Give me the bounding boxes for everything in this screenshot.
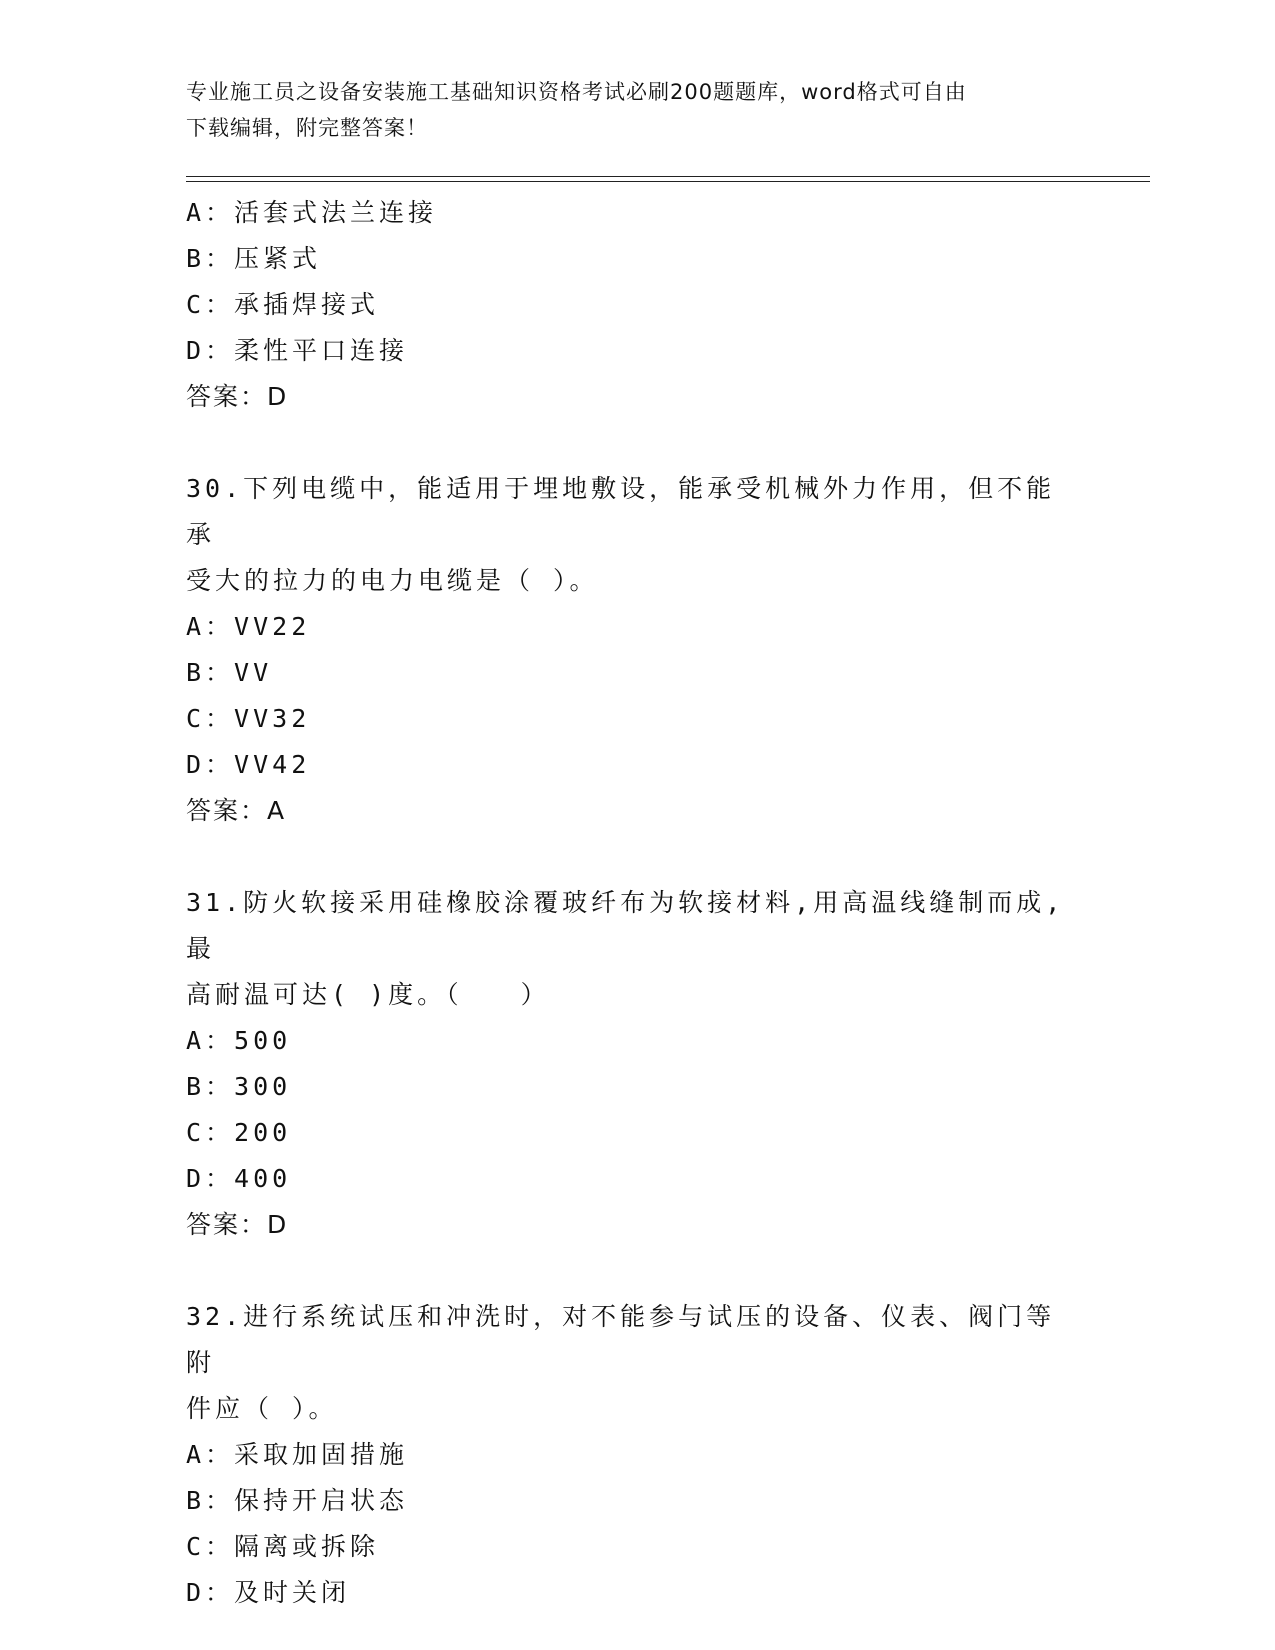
answer-line: 答案：A — [186, 796, 287, 825]
option-c: C：VV32 — [186, 704, 311, 733]
question-stem-line-2: 受大的拉力的电力电缆是（ ）。 — [186, 566, 599, 595]
document-header — [186, 74, 1086, 146]
answer-line: 答案：D — [186, 1210, 289, 1239]
question-stem-line-1: 31.防火软接采用硅橡胶涂覆玻纤布为软接材料,用高温线缝制而成,最 — [186, 888, 1065, 963]
header-title-line-1: 专业施工员之设备安装施工基础知识资格考试必刷200题题库，word格式可自由 — [186, 80, 967, 104]
option-a: A：500 — [186, 1026, 292, 1055]
option-b: B：VV — [186, 658, 273, 687]
question-stem-line-2: 件应（ ）。 — [186, 1394, 338, 1423]
option-c: C：隔离或拆除 — [186, 1532, 380, 1561]
option-c: C：200 — [186, 1118, 292, 1147]
answer-line: 答案：D — [186, 382, 289, 411]
spacer — [186, 834, 1086, 880]
question-31 — [186, 880, 1086, 1248]
option-d: D：VV42 — [186, 750, 311, 779]
option-a: A：活套式法兰连接 — [186, 198, 438, 227]
question-29 — [186, 190, 1086, 420]
option-a: A：VV22 — [186, 612, 311, 641]
option-d: D：柔性平口连接 — [186, 336, 409, 365]
option-b: B：300 — [186, 1072, 292, 1101]
spacer — [186, 420, 1086, 466]
option-d: D：400 — [186, 1164, 292, 1193]
option-b: B：压紧式 — [186, 244, 322, 273]
question-stem-line-1: 30.下列电缆中，能适用于埋地敷设，能承受机械外力作用，但不能承 — [186, 474, 1056, 549]
question-stem-line-1: 32.进行系统试压和冲洗时，对不能参与试压的设备、仪表、阀门等附 — [186, 1302, 1056, 1377]
question-stem-line-2: 高耐温可达( )度。（ ） — [186, 980, 550, 1009]
header-title-line-2: 下载编辑，附完整答案！ — [186, 116, 428, 140]
question-stem — [186, 1294, 1066, 1432]
option-a: A：采取加固措施 — [186, 1440, 409, 1469]
header-divider — [186, 176, 1150, 182]
option-b: B：保持开启状态 — [186, 1486, 409, 1515]
spacer — [186, 1248, 1086, 1294]
option-c: C：承插焊接式 — [186, 290, 380, 319]
question-stem — [186, 880, 1066, 1018]
question-list — [186, 190, 1086, 1616]
question-32 — [186, 1294, 1086, 1616]
question-stem — [186, 466, 1066, 604]
question-30 — [186, 466, 1086, 834]
option-d: D：及时关闭 — [186, 1578, 351, 1607]
